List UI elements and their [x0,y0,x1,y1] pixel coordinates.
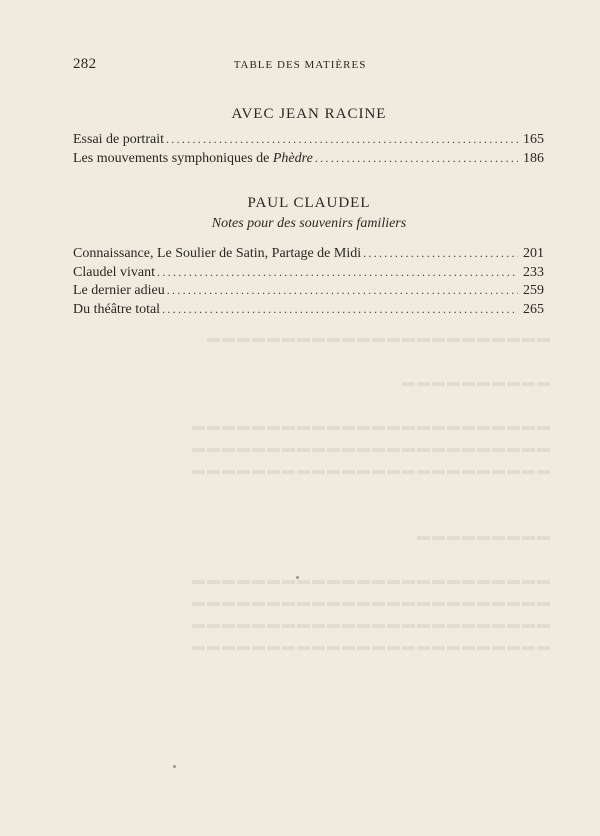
leader-dots [315,151,518,166]
toc-entry [73,151,544,170]
toc-entry-title-italic: Phèdre [272,150,313,166]
toc-entry-page: 201 [523,246,544,261]
toc-list-racine [73,132,544,169]
toc-entry-title: Essai de portrait [73,132,164,147]
toc-entry-page: 165 [523,132,544,147]
leader-dots [157,265,518,280]
toc-entry-title: Claudel vivant [73,264,156,280]
bleed-through-texture: ▬▬▬▬▬▬▬▬▬▬▬▬▬▬▬▬▬▬▬▬▬▬▬ ▬▬▬▬▬▬▬▬▬▬ ▬▬▬▬▬▬▬▬▬▬▬▬▬▬▬▬▬▬▬▬▬▬▬▬ ▬▬▬▬▬▬▬▬▬▬▬▬▬▬▬▬▬▬▬▬▬▬▬▬ ▬▬▬▬▬▬▬▬▬▬▬▬▬▬▬▬▬▬▬▬▬▬▬▬ ▬▬▬▬▬▬▬▬▬ ▬▬▬▬▬▬▬▬▬▬▬▬▬▬▬▬▬▬▬▬▬▬▬▬ ▬▬▬▬▬▬▬▬▬▬▬▬▬▬▬▬▬▬▬▬▬▬▬▬ ▬▬▬▬▬▬▬▬▬▬▬▬▬▬▬▬▬▬▬▬▬▬▬▬ ▬▬▬▬▬▬▬▬▬▬▬▬▬▬▬▬▬▬▬▬▬▬▬▬ [190,330,550,653]
toc-entry-title: Connaissance, Le Soulier de Satin, Partage de Midi [73,246,362,261]
leader-dots [167,283,518,298]
page-number: 282 [73,56,97,72]
leader-dots [363,246,518,261]
toc-entry-page: 259 [523,283,544,298]
toc-entry [73,132,544,151]
paper-speck [173,765,176,768]
leader-dots [166,132,518,147]
toc-list-claudel [73,246,544,320]
leader-dots [162,302,518,317]
toc-entry-page: 186 [523,150,544,166]
section-subtitle-claudel: Notes pour des souvenirs familiers [211,216,407,231]
toc-entry [73,246,544,265]
section-title-racine: AVEC JEAN RACINE [231,106,387,122]
paper-speck [296,576,299,579]
toc-entry [73,265,544,284]
toc-entry-page: 233 [523,264,544,280]
section-title-claudel: PAUL CLAUDEL [247,195,371,211]
toc-entry-title: Le dernier adieu [73,283,165,298]
toc-entry-title: Du théâtre total [73,301,161,317]
toc-entry-page: 265 [523,301,544,317]
toc-entry [73,283,544,302]
running-head: TABLE DES MATIÈRES [233,59,367,71]
toc-entry [73,302,544,321]
toc-entry-title: Les mouvements symphoniques de Phèdre [73,150,313,166]
